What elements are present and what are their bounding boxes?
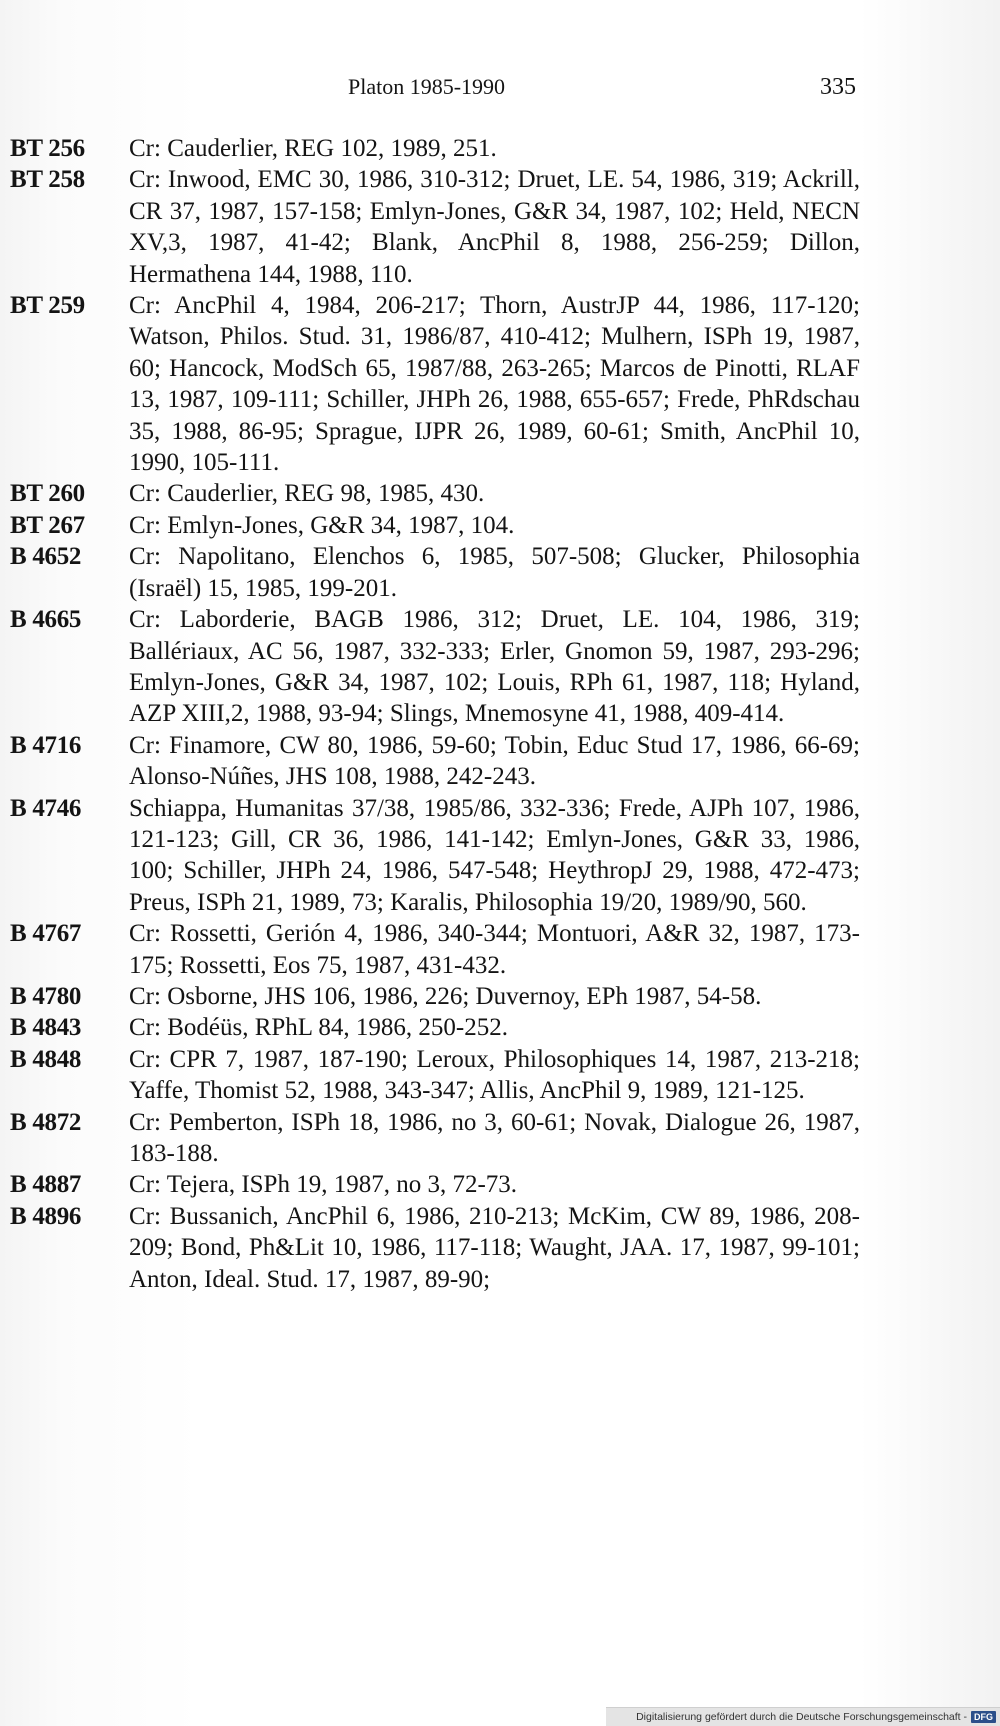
entry-b-4843 [10,1012,860,1043]
entry-id: BT 256 [10,135,85,162]
dfg-logo-icon: DFG [971,1711,996,1723]
digitization-note: Digitalisierung gefördert durch die Deutsche Forschungsgemeinschaft - [636,1711,967,1723]
entry-id: B 4780 [10,982,82,1010]
entry-id: BT 260 [10,480,85,508]
entry-text: Cr: Emlyn-Jones, G&R 34, 1987, 104. [129,511,515,539]
entry-b-4896 [10,1201,860,1295]
entry-id: B 4843 [10,1014,82,1042]
entry-text: Cr: Bodéüs, RPhL 84, 1986, 250-252. [129,1014,508,1042]
entry-id: B 4652 [10,543,82,571]
entry-b-4848 [10,1044,860,1107]
entry-text: Cr: Tejera, ISPh 19, 1987, no 3, 72-73. [129,1171,518,1199]
entry-id: B 4887 [10,1171,82,1199]
entry-b-4872 [10,1107,860,1170]
entry-bt-260 [10,478,860,509]
entry-text: Cr: CPR 7, 1987, 187-190; Leroux, Philosophiques 14, 1987, 213-218; Yaffe, Thomist 52, 1988, 343-347; Allis, AncPhil 9, 1989, 121-125. [129,1045,860,1105]
digitization-footer [606,1707,1000,1726]
entry-text: Cr: Cauderlier, REG 102, 1989, 251. [129,135,497,162]
entry-text: Schiappa, Humanitas 37/38, 1985/86, 332-336; Frede, AJPh 107, 1986, 121-123; Gill, CR 36, 1986, 141-142; Emlyn-Jones, G&R 33, 1986, 100; Schiller, JHPh 24, 1986, 547-548; HeythropJ 29, 1988, 472-473; Preus, ISPh 21, 1989, 73; Karalis, Philosophia 19/20, 1989/90, 560. [129,794,860,916]
bibliography-entries [10,133,860,1295]
page-number: 335 [820,74,856,100]
entry-text: Cr: Napolitano, Elenchos 6, 1985, 507-508; Glucker, Philosophia (Israël) 15, 1985, 199-201. [129,543,860,602]
entry-bt-256 [10,133,860,164]
entry-b-4652 [10,541,860,604]
entry-b-4665 [10,604,860,730]
entry-text: Cr: Rossetti, Gerión 4, 1986, 340-344; Montuori, A&R 32, 1987, 173-175; Rossetti, Eos 75, 1987, 431-432. [129,920,860,979]
entry-id: BT 259 [10,292,85,320]
entry-b-4716 [10,730,860,793]
entry-text: Cr: Inwood, EMC 30, 1986, 310-312; Druet, LE. 54, 1986, 319; Ackrill, CR 37, 1987, 157-158; Emlyn-Jones, G&R 34, 1987, 102; Held, NECN XV,3, 1987, 41-42; Blank, AncPhil 8, 1988, 256-259; Dillon, Hermathena 144, 1988, 110. [129,166,860,288]
entry-b-4767 [10,918,860,981]
entry-bt-258 [10,164,860,290]
entry-b-4887 [10,1169,860,1200]
entry-bt-259 [10,290,860,478]
entry-id: B 4767 [10,920,82,948]
entry-text: Cr: Osborne, JHS 106, 1986, 226; Duvernoy, EPh 1987, 54-58. [129,982,762,1010]
entry-id: B 4665 [10,606,82,634]
entry-b-4780 [10,981,860,1012]
entry-text: Cr: Bussanich, AncPhil 6, 1986, 210-213; McKim, CW 89, 1986, 208-209; Bond, Ph&Lit 10, 1986, 117-118; Waught, JAA. 17, 1987, 99-101; Anton, Ideal. Stud. 17, 1987, 89-90; [129,1202,860,1293]
entry-id: BT 267 [10,511,85,539]
entry-text: Cr: Pemberton, ISPh 18, 1986, no 3, 60-61; Novak, Dialogue 26, 1987, 183-188. [129,1108,860,1167]
entry-id: BT 258 [10,166,85,194]
entry-id: B 4848 [10,1045,82,1073]
entry-id: B 4746 [10,794,82,822]
entry-text: Cr: Cauderlier, REG 98, 1985, 430. [129,480,485,508]
entry-text: Cr: Finamore, CW 80, 1986, 59-60; Tobin, Educ Stud 17, 1986, 66-69; Alonso-Núñes, JHS 108, 1988, 242-243. [129,731,860,791]
entry-id: B 4896 [10,1202,82,1230]
running-head [0,74,1000,104]
entry-b-4746 [10,793,860,919]
entry-bt-267 [10,510,860,541]
running-title: Platon 1985-1990 [348,74,506,99]
entry-id: B 4872 [10,1108,82,1136]
entry-text: Cr: Laborderie, BAGB 1986, 312; Druet, LE. 104, 1986, 319; Ballériaux, AC 56, 1987, 332-333; Erler, Gnomon 59, 1987, 293-296; Emlyn-Jones, G&R 34, 1987, 102; Louis, RPh 61, 1987, 118; Hyland, AZP XIII,2, 1988, 93-94; Slings, Mnemosyne 41, 1988, 409-414. [129,606,860,728]
entry-id: B 4716 [10,731,82,759]
entry-text: Cr: AncPhil 4, 1984, 206-217; Thorn, AustrJP 44, 1986, 117-120; Watson, Philos. Stud. 31, 1986/87, 410-412; Mulhern, ISPh 19, 1987, 60; Hancock, ModSch 65, 1987/88, 263-265; Marcos de Pinotti, RLAF 13, 1987, 109-111; Schiller, JHPh 26, 1988, 655-657; Frede, PhRdschau 35, 1988, 86-95; Sprague, IJPR 26, 1989, 60-61; Smith, AncPhil 10, 1990, 105-111. [129,292,860,477]
